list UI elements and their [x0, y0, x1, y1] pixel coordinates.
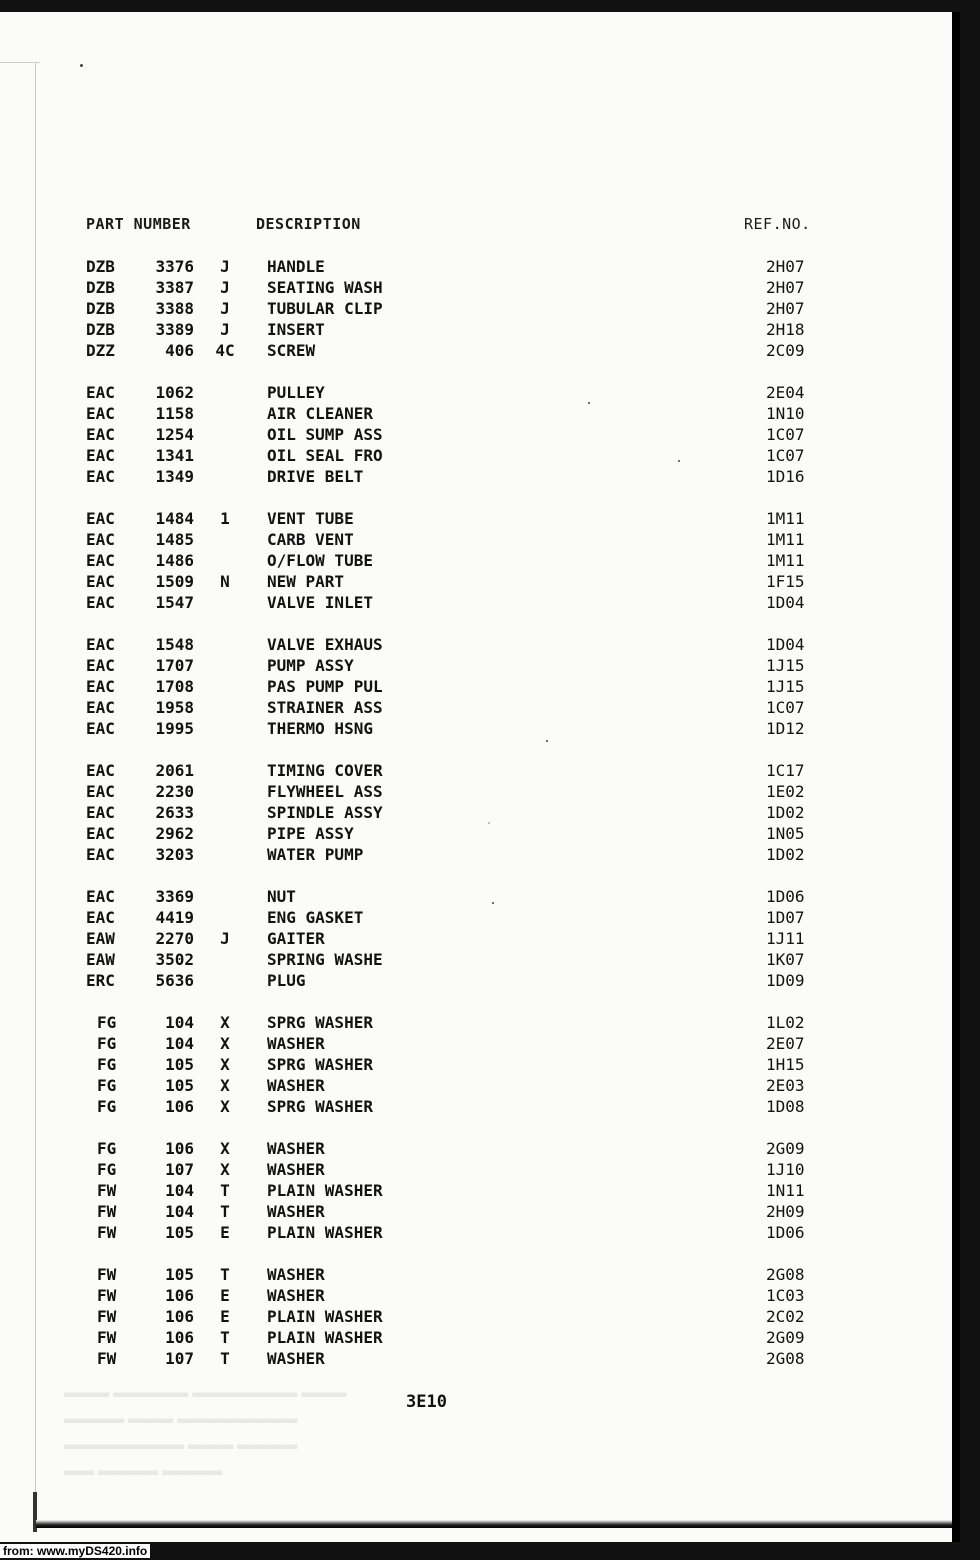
bleed-through-text: ▬▬▬▬ ▬▬▬ ▬▬▬▬▬▬▬▬ [64, 1410, 298, 1427]
table-row [0, 403, 960, 424]
table-row [0, 424, 960, 445]
part-prefix: EAC [86, 845, 115, 864]
part-description: SPRING WASHE [267, 950, 383, 969]
part-number: 1062 [155, 383, 194, 402]
ref-number: 1C17 [766, 761, 805, 780]
part-prefix: DZB [86, 257, 115, 276]
ref-number: 1F15 [766, 572, 805, 591]
ref-number: 1N11 [766, 1181, 805, 1200]
part-number: 1254 [155, 425, 194, 444]
part-number: 106 [165, 1286, 194, 1305]
ref-number: 1L02 [766, 1013, 805, 1032]
table-row [0, 907, 960, 928]
part-description: WASHER [267, 1265, 325, 1284]
part-suffix: T [220, 1328, 230, 1347]
table-row [0, 277, 960, 298]
part-prefix: FW [97, 1223, 117, 1242]
table-row [0, 1096, 960, 1117]
part-description: NEW PART [267, 572, 345, 591]
part-number: 1995 [155, 719, 194, 738]
table-row [0, 676, 960, 697]
table-row [0, 1159, 960, 1180]
part-suffix: E [220, 1307, 230, 1326]
part-prefix: FW [97, 1349, 117, 1368]
part-description: SPRG WASHER [267, 1097, 373, 1116]
part-prefix: FG [97, 1034, 117, 1053]
table-row [0, 928, 960, 949]
table-row [0, 1138, 960, 1159]
part-number: 106 [165, 1139, 194, 1158]
part-prefix: DZB [86, 278, 115, 297]
ref-number: 1N05 [766, 824, 805, 843]
ref-number: 1J10 [766, 1160, 805, 1179]
part-number: 106 [165, 1307, 194, 1326]
part-prefix: EAC [86, 677, 115, 696]
part-description: GAITER [267, 929, 325, 948]
table-row [0, 319, 960, 340]
ref-number: 1D07 [766, 908, 805, 927]
part-prefix: FW [97, 1265, 117, 1284]
table-row [0, 550, 960, 571]
part-number: 1341 [155, 446, 194, 465]
part-prefix: FW [97, 1181, 117, 1200]
table-row [0, 256, 960, 277]
table-row [0, 760, 960, 781]
part-number: 1958 [155, 698, 194, 717]
ref-number: 1C07 [766, 446, 805, 465]
part-description: PAS PUMP PUL [267, 677, 383, 696]
part-prefix: EAC [86, 635, 115, 654]
part-suffix: X [220, 1097, 230, 1116]
part-description: VALVE INLET [267, 593, 373, 612]
part-description: WASHER [267, 1286, 325, 1305]
part-suffix: X [220, 1076, 230, 1095]
part-suffix: X [220, 1139, 230, 1158]
part-description: WASHER [267, 1160, 325, 1179]
table-row [0, 886, 960, 907]
part-number: 1708 [155, 677, 194, 696]
table-row [0, 634, 960, 655]
part-prefix: EAC [86, 656, 115, 675]
part-description: PLAIN WASHER [267, 1307, 383, 1326]
part-number: 3388 [155, 299, 194, 318]
ref-number: 2G09 [766, 1328, 805, 1347]
part-description: VENT TUBE [267, 509, 354, 528]
part-number: 1485 [155, 530, 194, 549]
part-description: SPRG WASHER [267, 1013, 373, 1032]
ref-number: 1D09 [766, 971, 805, 990]
ref-number: 1C07 [766, 698, 805, 717]
part-description: DRIVE BELT [267, 467, 364, 486]
ref-number: 2E04 [766, 383, 805, 402]
table-row [0, 1075, 960, 1096]
ref-number: 1D08 [766, 1097, 805, 1116]
part-description: ENG GASKET [267, 908, 364, 927]
part-prefix: EAC [86, 383, 115, 402]
part-description: NUT [267, 887, 296, 906]
ref-number: 1J15 [766, 656, 805, 675]
table-row [0, 1012, 960, 1033]
part-description: SPRG WASHER [267, 1055, 373, 1074]
part-description: PLAIN WASHER [267, 1223, 383, 1242]
ref-number: 1D04 [766, 635, 805, 654]
part-suffix: E [220, 1286, 230, 1305]
part-suffix: T [220, 1202, 230, 1221]
top-rule [0, 62, 40, 63]
ref-number: 1K07 [766, 950, 805, 969]
table-row [0, 844, 960, 865]
header-part-number: PART NUMBER [86, 215, 191, 233]
part-description: WASHER [267, 1349, 325, 1368]
table-row [0, 1285, 960, 1306]
part-number: 1548 [155, 635, 194, 654]
table-row [0, 697, 960, 718]
part-description: PLAIN WASHER [267, 1328, 383, 1347]
table-row [0, 382, 960, 403]
part-number: 2061 [155, 761, 194, 780]
part-suffix: T [220, 1265, 230, 1284]
speck [546, 740, 548, 742]
part-prefix: FG [97, 1097, 117, 1116]
part-description: INSERT [267, 320, 325, 339]
part-prefix: EAW [86, 950, 115, 969]
ref-number: 2G08 [766, 1265, 805, 1284]
part-suffix: T [220, 1349, 230, 1368]
part-suffix: X [220, 1034, 230, 1053]
ref-number: 2G08 [766, 1349, 805, 1368]
part-prefix: FG [97, 1055, 117, 1074]
part-description: WASHER [267, 1034, 325, 1053]
part-number: 1349 [155, 467, 194, 486]
part-number: 105 [165, 1055, 194, 1074]
ref-number: 1D12 [766, 719, 805, 738]
part-prefix: EAC [86, 425, 115, 444]
ref-number: 2H07 [766, 299, 805, 318]
ref-number: 1D02 [766, 803, 805, 822]
ref-number: 1D02 [766, 845, 805, 864]
part-suffix: X [220, 1160, 230, 1179]
ref-number: 1J15 [766, 677, 805, 696]
ref-number: 1D06 [766, 1223, 805, 1242]
part-description: OIL SUMP ASS [267, 425, 383, 444]
part-number: 3369 [155, 887, 194, 906]
part-number: 3376 [155, 257, 194, 276]
page-code: 3E10 [406, 1392, 447, 1412]
part-prefix: EAC [86, 530, 115, 549]
source-watermark: from: www.myDS420.info [0, 1544, 150, 1558]
part-prefix: EAC [86, 572, 115, 591]
part-prefix: EAC [86, 908, 115, 927]
table-row [0, 1327, 960, 1348]
part-prefix: ERC [86, 971, 115, 990]
table-row [0, 571, 960, 592]
part-number: 105 [165, 1265, 194, 1284]
table-row [0, 529, 960, 550]
header-ref-no: REF.NO. [744, 215, 811, 233]
part-number: 107 [165, 1160, 194, 1179]
table-row [0, 1348, 960, 1369]
part-prefix: FW [97, 1307, 117, 1326]
part-number: 105 [165, 1223, 194, 1242]
table-row [0, 802, 960, 823]
ref-number: 1J11 [766, 929, 805, 948]
part-number: 3387 [155, 278, 194, 297]
part-prefix: FW [97, 1286, 117, 1305]
part-number: 2230 [155, 782, 194, 801]
ref-number: 2E03 [766, 1076, 805, 1095]
part-description: STRAINER ASS [267, 698, 383, 717]
part-prefix: EAC [86, 719, 115, 738]
part-number: 104 [165, 1202, 194, 1221]
table-row [0, 1201, 960, 1222]
part-suffix: X [220, 1055, 230, 1074]
part-number: 104 [165, 1181, 194, 1200]
part-description: PUMP ASSY [267, 656, 354, 675]
part-prefix: EAC [86, 761, 115, 780]
part-number: 3203 [155, 845, 194, 864]
table-row [0, 1033, 960, 1054]
part-description: PLUG [267, 971, 306, 990]
part-prefix: EAW [86, 929, 115, 948]
ref-number: 1E02 [766, 782, 805, 801]
table-row [0, 1180, 960, 1201]
ref-number: 1N10 [766, 404, 805, 423]
part-number: 2633 [155, 803, 194, 822]
part-number: 104 [165, 1013, 194, 1032]
part-prefix: EAC [86, 467, 115, 486]
part-number: 1486 [155, 551, 194, 570]
ref-number: 1D06 [766, 887, 805, 906]
part-description: WASHER [267, 1202, 325, 1221]
part-number: 3389 [155, 320, 194, 339]
part-number: 1707 [155, 656, 194, 675]
part-description: SEATING WASH [267, 278, 383, 297]
part-description: THERMO HSNG [267, 719, 373, 738]
part-description: FLYWHEEL ASS [267, 782, 383, 801]
part-prefix: EAC [86, 446, 115, 465]
part-suffix: X [220, 1013, 230, 1032]
ref-number: 1M11 [766, 530, 805, 549]
part-number: 2270 [155, 929, 194, 948]
part-prefix: EAC [86, 887, 115, 906]
ref-number: 2E07 [766, 1034, 805, 1053]
part-number: 1484 [155, 509, 194, 528]
part-suffix: J [220, 257, 230, 276]
part-suffix: J [220, 299, 230, 318]
part-description: WATER PUMP [267, 845, 364, 864]
part-number: 5636 [155, 971, 194, 990]
ref-number: 1D16 [766, 467, 805, 486]
part-description: TIMING COVER [267, 761, 383, 780]
table-row [0, 1054, 960, 1075]
part-prefix: FG [97, 1076, 117, 1095]
part-prefix: FG [97, 1139, 117, 1158]
part-number: 107 [165, 1349, 194, 1368]
ref-number: 1M11 [766, 551, 805, 570]
part-number: 1158 [155, 404, 194, 423]
part-prefix: EAC [86, 593, 115, 612]
part-description: HANDLE [267, 257, 325, 276]
part-description: PIPE ASSY [267, 824, 354, 843]
part-suffix: J [220, 320, 230, 339]
part-prefix: EAC [86, 509, 115, 528]
part-suffix: J [220, 929, 230, 948]
header-description: DESCRIPTION [256, 215, 361, 233]
part-number: 3502 [155, 950, 194, 969]
part-suffix: 1 [220, 509, 230, 528]
ref-number: 2C09 [766, 341, 805, 360]
table-row [0, 949, 960, 970]
ref-number: 1M11 [766, 509, 805, 528]
page-bottom-edge [36, 1520, 952, 1528]
part-description: OIL SEAL FRO [267, 446, 383, 465]
table-row [0, 718, 960, 739]
part-prefix: FG [97, 1013, 117, 1032]
ref-number: 2G09 [766, 1139, 805, 1158]
table-row [0, 592, 960, 613]
bleed-through-text: ▬▬▬▬▬▬▬▬ ▬▬▬ ▬▬▬▬ [64, 1436, 298, 1453]
part-prefix: FG [97, 1160, 117, 1179]
ref-number: 2C02 [766, 1307, 805, 1326]
ref-number: 1H15 [766, 1055, 805, 1074]
ref-number: 1C07 [766, 425, 805, 444]
part-description: AIR CLEANER [267, 404, 373, 423]
ref-number: 2H07 [766, 278, 805, 297]
table-row [0, 340, 960, 361]
bleed-through-text: ▬▬▬ ▬▬▬▬▬ ▬▬▬▬▬▬▬ ▬▬▬ [64, 1384, 347, 1401]
part-prefix: FW [97, 1328, 117, 1347]
part-prefix: EAC [86, 803, 115, 822]
part-prefix: DZZ [86, 341, 115, 360]
part-number: 106 [165, 1328, 194, 1347]
table-row [0, 445, 960, 466]
table-row [0, 508, 960, 529]
part-number: 4419 [155, 908, 194, 927]
part-description: CARB VENT [267, 530, 354, 549]
part-prefix: EAC [86, 551, 115, 570]
part-number: 1547 [155, 593, 194, 612]
part-suffix: N [220, 572, 230, 591]
part-prefix: DZB [86, 299, 115, 318]
part-number: 2962 [155, 824, 194, 843]
part-prefix: EAC [86, 824, 115, 843]
part-description: VALVE EXHAUS [267, 635, 383, 654]
part-prefix: EAC [86, 782, 115, 801]
part-prefix: DZB [86, 320, 115, 339]
part-description: WASHER [267, 1139, 325, 1158]
part-prefix: EAC [86, 404, 115, 423]
part-suffix: J [220, 278, 230, 297]
speck [80, 64, 83, 67]
part-number: 106 [165, 1097, 194, 1116]
part-description: SPINDLE ASSY [267, 803, 383, 822]
table-row [0, 298, 960, 319]
part-description: SCREW [267, 341, 316, 360]
ref-number: 2H07 [766, 257, 805, 276]
table-row [0, 1306, 960, 1327]
part-description: O/FLOW TUBE [267, 551, 373, 570]
part-prefix: FW [97, 1202, 117, 1221]
ref-number: 1C03 [766, 1286, 805, 1305]
part-number: 406 [165, 341, 194, 360]
part-description: WASHER [267, 1076, 325, 1095]
table-row [0, 823, 960, 844]
part-number: 1509 [155, 572, 194, 591]
bleed-through-text: ▬▬ ▬▬▬▬ ▬▬▬▬ [64, 1462, 223, 1479]
part-suffix: 4C [215, 341, 235, 360]
table-row [0, 466, 960, 487]
part-description: PLAIN WASHER [267, 1181, 383, 1200]
table-row [0, 1264, 960, 1285]
ref-number: 2H18 [766, 320, 805, 339]
part-suffix: E [220, 1223, 230, 1242]
ref-number: 2H09 [766, 1202, 805, 1221]
table-row [0, 970, 960, 991]
table-row [0, 1222, 960, 1243]
part-description: PULLEY [267, 383, 325, 402]
part-number: 104 [165, 1034, 194, 1053]
document-page [0, 12, 960, 1542]
table-row [0, 781, 960, 802]
part-number: 105 [165, 1076, 194, 1095]
part-prefix: EAC [86, 698, 115, 717]
part-description: TUBULAR CLIP [267, 299, 383, 318]
ref-number: 1D04 [766, 593, 805, 612]
table-row [0, 655, 960, 676]
part-suffix: T [220, 1181, 230, 1200]
